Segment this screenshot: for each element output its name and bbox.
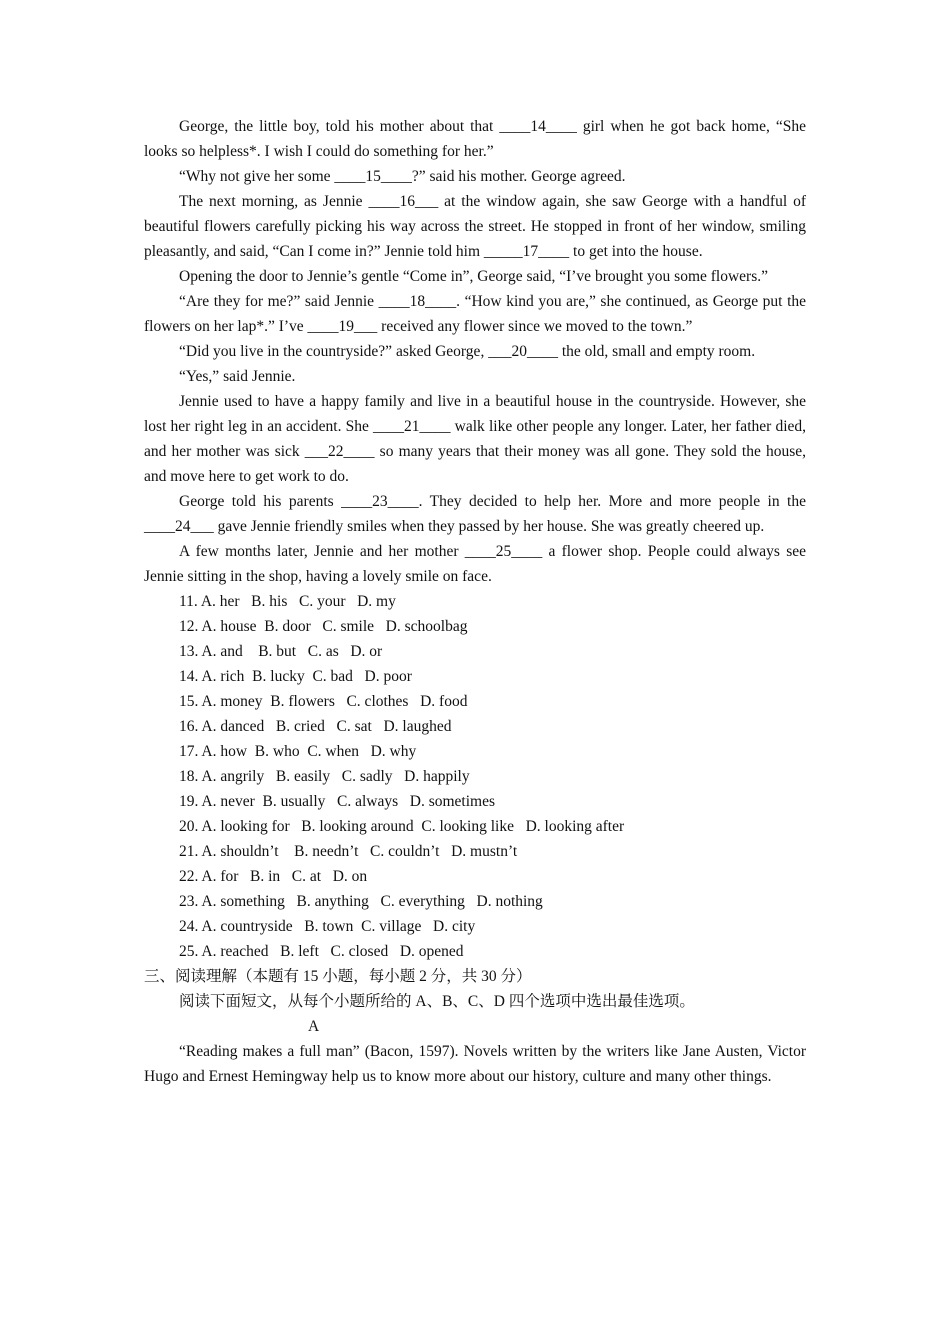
question-12: 12. A. house B. door C. smile D. schoolbag (179, 618, 468, 635)
question-16: 16. A. danced B. cried C. sat D. laughed (179, 718, 452, 735)
question-14: 14. A. rich B. lucky C. bad D. poor (179, 668, 412, 685)
question-11: 11. A. her B. his C. your D. my (179, 593, 396, 610)
passage-paragraph-7: “Yes,” said Jennie. (179, 368, 296, 385)
passage-paragraph-5: “Are they for me?” said Jennie ____18____. “How kind you are,” she continued, as George put the flowers on her lap*.” I’ve ____19___ received any flower since we moved to the town.” (144, 293, 806, 335)
part-label: A (308, 1018, 320, 1035)
question-24: 24. A. countryside B. town C. village D. city (179, 918, 476, 935)
passage-paragraph-3: The next morning, as Jennie ____16___ at the window again, she saw George with a handful of beautiful flowers carefully picking his way across the street. He stopped in front of her window, smiling pleasantly, and said, “Can I come in?” Jennie told him _____17____ to get into the house. (144, 193, 806, 260)
question-21: 21. A. shouldn’t B. needn’t C. couldn’t D. mustn’t (179, 843, 518, 860)
passage-paragraph-10: A few months later, Jennie and her mother ____25____ a flower shop. People could always see Jennie sitting in the shop, having a lovely smile on face. (144, 543, 806, 585)
question-19: 19. A. never B. usually C. always D. sometimes (179, 793, 495, 810)
passage-paragraph-9: George told his parents ____23____. They decided to help her. More and more people in the ____24___ gave Jennie friendly smiles when they passed by her house. She was greatly cheered up. (144, 493, 806, 535)
question-23: 23. A. something B. anything C. everything D. nothing (179, 893, 543, 910)
document-page (144, 114, 806, 1089)
passage-paragraph-6: “Did you live in the countryside?” asked George, ___20____ the old, small and empty room. (179, 343, 756, 360)
question-20: 20. A. looking for B. looking around C. looking like D. looking after (179, 818, 625, 835)
question-15: 15. A. money B. flowers C. clothes D. food (179, 693, 468, 710)
passage-paragraph-2: “Why not give her some ____15____?” said his mother. George agreed. (179, 168, 626, 185)
section-heading: 三、阅读理解（本题有 15 小题，每小题 2 分，共 30 分） (144, 968, 532, 985)
passage-paragraph-8: Jennie used to have a happy family and live in a beautiful house in the countryside. However, she lost her right leg in an accident. She ____21____ walk like other people any longer. Later, her father died, and her mother was sick ___22____ so many years that their money was all gone. They sold the house, and move here to get work to do. (144, 393, 806, 485)
question-22: 22. A. for B. in C. at D. on (179, 868, 368, 885)
question-13: 13. A. and B. but C. as D. or (179, 643, 383, 660)
question-17: 17. A. how B. who C. when D. why (179, 743, 417, 760)
reading-passage-a: “Reading makes a full man” (Bacon, 1597). Novels written by the writers like Jane Austen, Victor Hugo and Ernest Hemingway help us to know more about our history, culture and many other things. (144, 1043, 806, 1085)
question-18: 18. A. angrily B. easily C. sadly D. happily (179, 768, 470, 785)
question-25: 25. A. reached B. left C. closed D. opened (179, 943, 464, 960)
passage-paragraph-4: Opening the door to Jennie’s gentle “Come in”, George said, “I’ve brought you some flowers.” (179, 268, 768, 285)
section-instruction: 阅读下面短文，从每个小题所给的 A、B、C、D 四个选项中选出最佳选项。 (179, 993, 695, 1010)
passage-paragraph-1: George, the little boy, told his mother about that ____14____ girl when he got back home, “She looks so helpless*. I wish I could do something for her.” (144, 118, 806, 160)
